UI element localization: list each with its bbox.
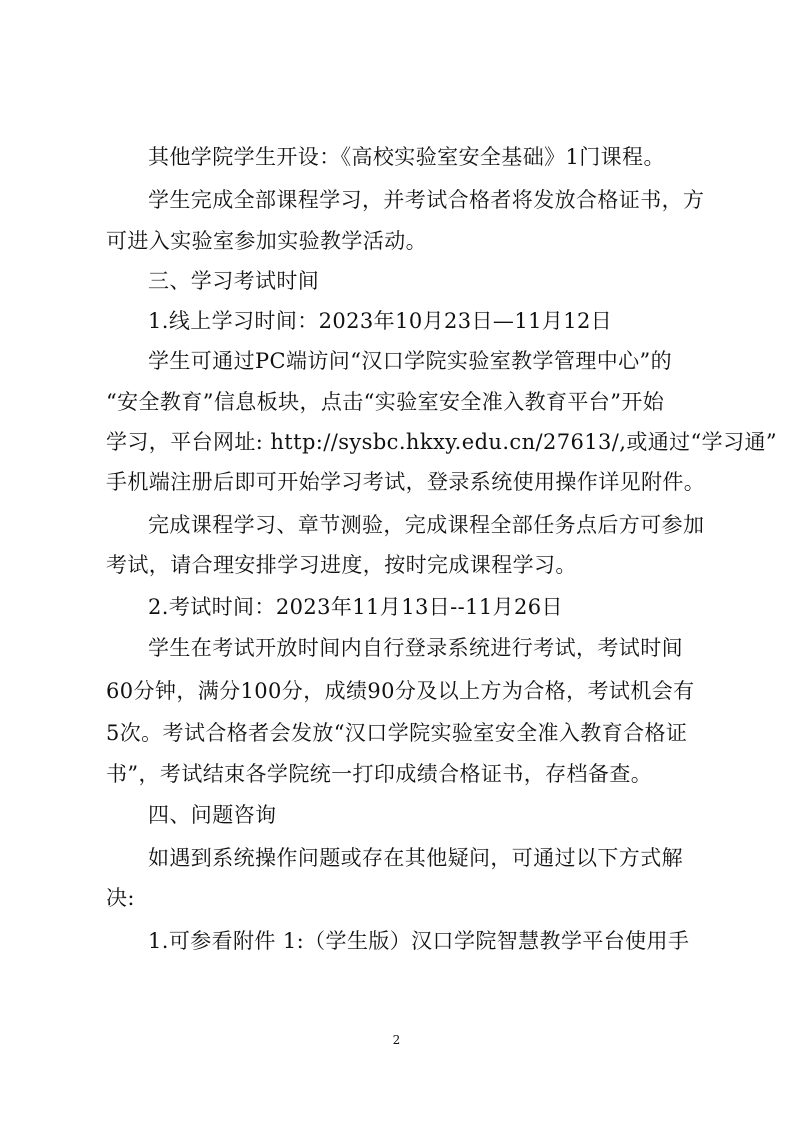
paragraph-line: 5次。考试合格者会发放“汉口学院实验室安全准入教育合格证	[106, 721, 688, 745]
page-number: 2	[392, 1033, 401, 1047]
paragraph-line: 书”，考试结束各学院统一打印成绩合格证书，存档备查。	[106, 762, 653, 786]
paragraph-line: 60分钟，满分100分，成绩90分及以上方为合格，考试机会有	[106, 679, 695, 703]
paragraph-line: “安全教育”信息板块，点击“实验室安全准入教育平台”开始	[106, 390, 665, 414]
paragraph-line: 如遇到系统操作问题或存在其他疑问，可通过以下方式解	[148, 846, 683, 870]
paragraph-line: 学生可通过PC端访问“汉口学院实验室教学管理中心”的	[148, 349, 673, 373]
paragraph-line: 决:	[106, 886, 135, 910]
list-item: 1.可参看附件 1:（学生版）汉口学院智慧教学平台使用手	[148, 929, 690, 953]
paragraph-line: 考试，请合理安排学习进度，按时完成课程学习。	[106, 553, 577, 577]
subheading: 1.线上学习时间：2023年10月23日—11月12日	[148, 309, 613, 333]
section-heading: 三、学习考试时间	[148, 269, 320, 293]
subheading: 2.考试时间：2023年11月13日--11月26日	[148, 595, 563, 619]
paragraph-line: 手机端注册后即可开始学习考试，登录系统使用操作详见附件。	[106, 470, 706, 494]
paragraph-line: 学习，平台网址: http://sysbc.hkxy.edu.cn/27613/,或通过“学习通”	[106, 430, 778, 454]
paragraph-line: 学生在考试开放时间内自行登录系统进行考试，考试时间	[148, 636, 683, 660]
paragraph-line: 可进入实验室参加实验教学活动。	[106, 229, 427, 253]
section-heading: 四、问题咨询	[148, 803, 277, 827]
paragraph-line: 学生完成全部课程学习，并考试合格者将发放合格证书，方	[148, 188, 705, 212]
paragraph-line: 完成课程学习、章节测验，完成课程全部任务点后方可参加	[148, 513, 705, 537]
paragraph-line: 其他学院学生开设：《高校实验室安全基础》1门课程。	[148, 145, 665, 169]
